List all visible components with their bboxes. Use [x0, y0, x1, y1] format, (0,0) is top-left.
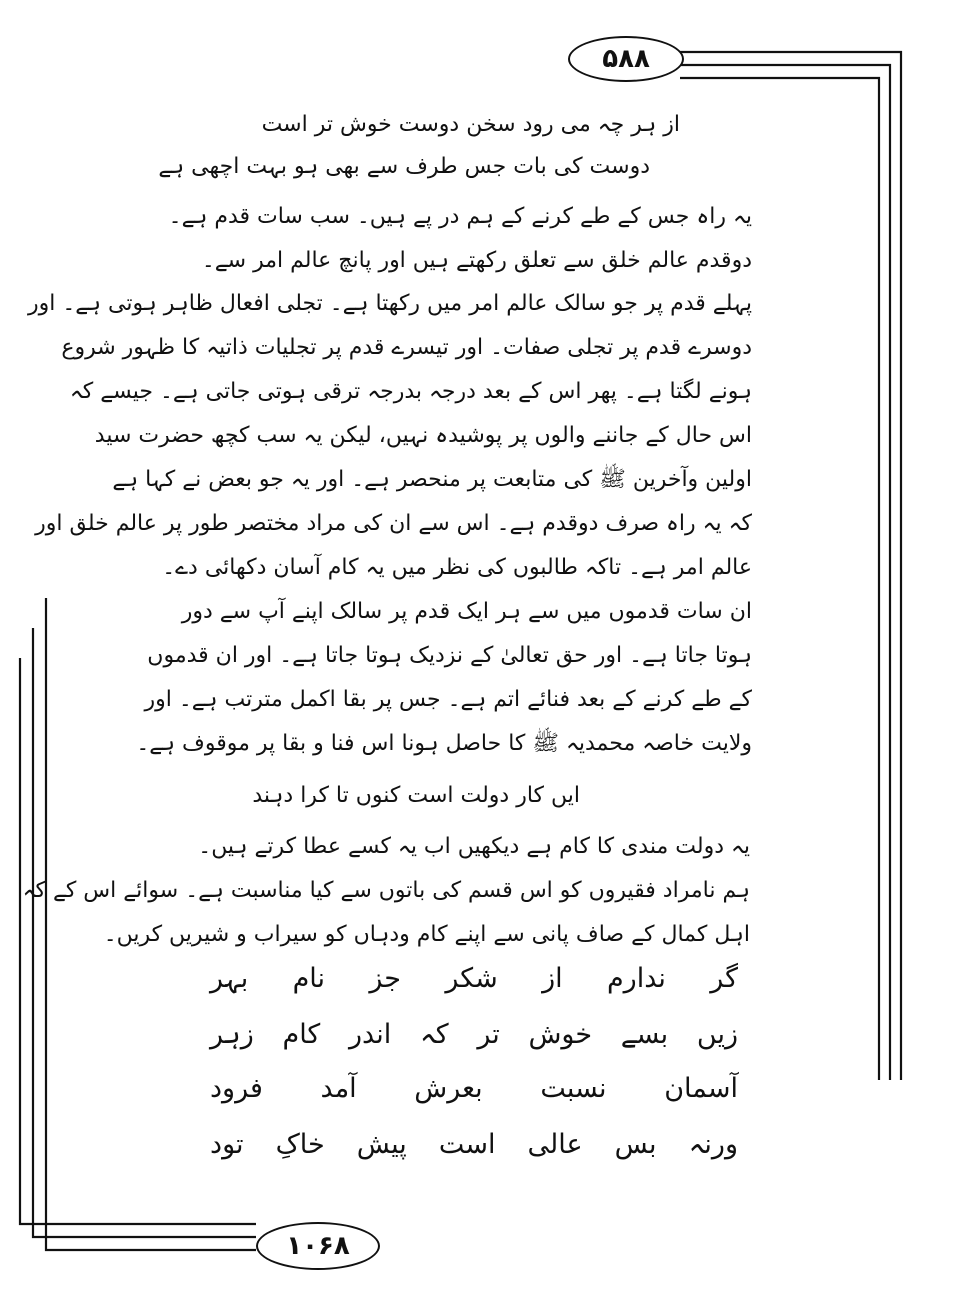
- verse-word: زیں: [696, 1019, 738, 1050]
- verse-word: خاکِ: [275, 1129, 325, 1160]
- couplet-line: [210, 962, 738, 996]
- paragraph-line: کے طے کرنے کے بعد فنائے اتم ہے۔ جس پر بقا اکمل مترتب ہے۔ اور: [144, 687, 752, 712]
- verse-word: تود: [210, 1129, 244, 1160]
- verse-word: نسبت: [540, 1073, 607, 1104]
- paragraph-line: ہوتا جاتا ہے۔ اور حق تعالیٰ کے نزدیک ہوتا جاتا ہے۔ اور ان قدموں: [147, 643, 752, 668]
- couplet-line: [210, 1072, 738, 1106]
- verse-word: بعرش: [414, 1073, 483, 1104]
- verse-word: ندارم: [606, 963, 666, 994]
- couplet-line: [210, 1018, 738, 1052]
- closing-line: اہل کمال کے صاف پانی سے اپنے کام ودہاں کو سیراب و شیریں کریں۔: [103, 922, 750, 947]
- verse-word: اندر: [349, 1019, 392, 1050]
- verse-word: آسمان: [664, 1073, 738, 1104]
- verse-word: از: [542, 963, 563, 994]
- closing-line: ہم نامراد فقیروں کو اس قسم کی باتوں سے کیا مناسبت ہے۔ سوائے اس کے کہ: [22, 878, 750, 903]
- paragraph-line: ان سات قدموں میں سے ہر ایک قدم پر سالک اپنے آپ سے دور: [181, 599, 752, 624]
- page-number-top: ۵۸۸: [568, 36, 684, 82]
- verse-word: شکر: [445, 963, 498, 994]
- verse-word: خوش: [528, 1019, 593, 1050]
- paragraph-line: یہ راہ جس کے طے کرنے کے ہم در پے ہیں۔ سب سات قدم ہے۔: [168, 204, 752, 229]
- verse-word: نام: [292, 963, 326, 994]
- paragraph-line: ہونے لگتا ہے۔ پھر اس کے بعد درجہ بدرجہ ترقی ہوتی جاتی ہے۔ جیسے کہ: [69, 379, 752, 404]
- verse-word: جز: [369, 963, 401, 994]
- verse-word: ورنہ: [688, 1129, 738, 1160]
- verse-word: بہر: [210, 963, 249, 994]
- verse-word: پیش: [356, 1129, 407, 1160]
- verse-word: بسے: [620, 1019, 669, 1050]
- verse-word: کہ: [419, 1019, 449, 1050]
- paragraph-line: کہ یہ راہ صرف دوقدم ہے۔ اس سے ان کی مراد مختصر طور پر عالم خلق اور: [35, 511, 752, 536]
- verse-word: است: [438, 1129, 496, 1160]
- paragraph-line: دوقدم عالم خلق سے تعلق رکھتے ہیں اور پانچ عالم امر سے۔: [201, 248, 752, 273]
- persian-opening-line: از ہر چہ می رود سخن دوست خوش تر است: [261, 112, 680, 137]
- verse-word: زہر: [210, 1019, 254, 1050]
- verse-word: بس: [614, 1129, 657, 1160]
- verse-word: کام: [282, 1019, 321, 1050]
- paragraph-line: اس حال کے جاننے والوں پر پوشیدہ نہیں، لیکن یہ سب کچھ حضرت سید: [94, 423, 752, 448]
- verse-word: آمد: [320, 1073, 357, 1104]
- urdu-opening-line: دوست کی بات جس طرف سے بھی ہو بہت اچھی ہے: [158, 154, 650, 179]
- paragraph-line: اولین وآخرین ﷺ کی متابعت پر منحصر ہے۔ اور یہ جو بعض نے کہا ہے: [112, 467, 752, 492]
- closing-line: یہ دولت مندی کا کام ہے دیکھیں اب یہ کسے عطا کرتے ہیں۔: [198, 834, 750, 859]
- paragraph-line: ولایت خاصہ محمدیہ ﷺ کا حاصل ہونا اس فنا و بقا پر موقوف ہے۔: [136, 731, 752, 756]
- verse-word: فرود: [210, 1073, 263, 1104]
- verse-word: گر: [710, 963, 738, 994]
- paragraph-line: دوسرے قدم پر تجلی صفات۔ اور تیسرے قدم پر تجلیات ذاتیہ کا ظہور شروع: [61, 335, 752, 360]
- verse-word: تر: [477, 1019, 500, 1050]
- paragraph-line: عالم امر ہے۔ تاکہ طالبوں کی نظر میں یہ کام آسان دکھائی دے۔: [162, 555, 752, 580]
- paragraph-line: پہلے قدم پر جو سالک عالم امر میں رکھتا ہے۔ تجلی افعال ظاہر ہوتی ہے۔ اور: [27, 291, 752, 316]
- verse-word: عالی: [527, 1129, 583, 1160]
- persian-verse-line: ایں کار دولت است کنوں تا کرا دہند: [252, 783, 580, 808]
- page-number-bottom: ۱۰۶۸: [256, 1222, 380, 1270]
- couplet-line: [210, 1128, 738, 1162]
